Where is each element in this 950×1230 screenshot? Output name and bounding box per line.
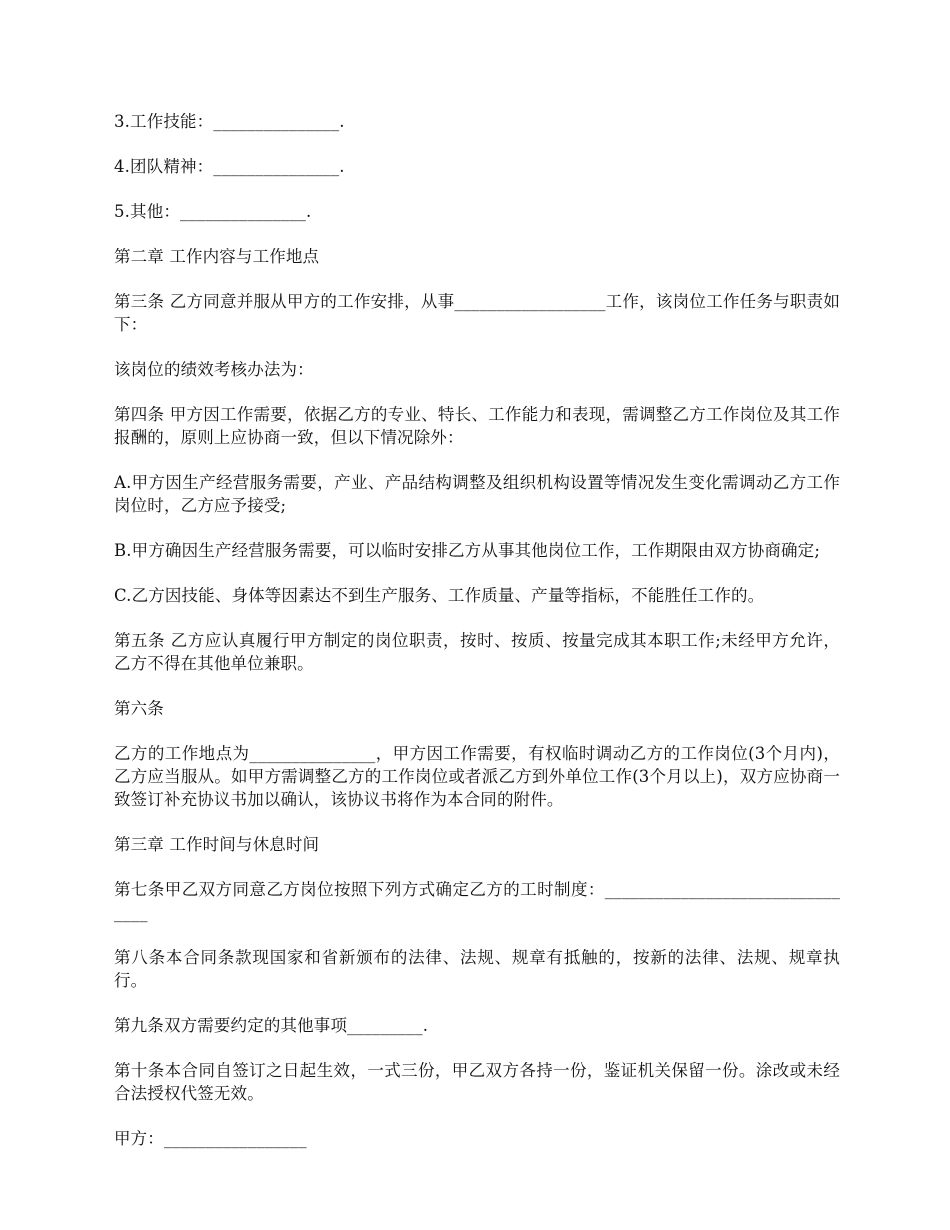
clause-a: A.甲方因生产经营服务需要，产业、产品结构调整及组织机构设置等情况发生变化需调动乙方工作岗位时，乙方应予接受; bbox=[114, 473, 840, 515]
article-9: 第九条双方需要约定的其他事项_________. bbox=[114, 1016, 429, 1035]
clause-b: B.甲方确因生产经营服务需要，可以临时安排乙方从事其他岗位工作，工作期限由双方协商确定; bbox=[114, 541, 821, 560]
item-other: 5.其他：_______________. bbox=[114, 202, 312, 221]
article-5: 第五条 乙方应认真履行甲方制定的岗位职责，按时、按质、按量完成其本职工作;未经甲方允许，乙方不得在其他单位兼职。 bbox=[114, 631, 840, 673]
article-7: 第七条甲乙双方同意乙方岗位按照下列方式确定乙方的工时制度：________________________________ bbox=[114, 880, 840, 922]
item-team-spirit: 4.团队精神：_______________. bbox=[114, 157, 345, 176]
article-10: 第十条本合同自签订之日起生效，一式三份，甲乙双方各持一份，鉴证机关保留一份。涂改或未经合法授权代签无效。 bbox=[114, 1061, 840, 1103]
performance-assessment: 该岗位的绩效考核办法为： bbox=[114, 360, 314, 379]
article-3: 第三条 乙方同意并服从甲方的工作安排，从事__________________工作，该岗位工作任务与职责如下： bbox=[114, 292, 840, 334]
article-4: 第四条 甲方因工作需要，依据乙方的专业、特长、工作能力和表现，需调整乙方工作岗位及其工作报酬的，原则上应协商一致，但以下情况除外： bbox=[114, 405, 840, 447]
article-8: 第八条本合同条款现国家和省新颁布的法律、法规、规章有抵触的，按新的法律、法规、规章执行。 bbox=[114, 948, 840, 990]
chapter-3-heading: 第三章 工作时间与休息时间 bbox=[114, 835, 320, 854]
article-6-body: 乙方的工作地点为_______________，甲方因工作需要，有权临时调动乙方的工作岗位(3个月内)，乙方应当服从。如甲方需调整乙方的工作岗位或者派乙方到外单位工作(3个月以上)，双方应协商一致签订补充协议书加以确认，该协议书将作为本合同的附件。 bbox=[114, 744, 840, 809]
item-work-skill: 3.工作技能：_______________. bbox=[114, 112, 345, 131]
contract-page bbox=[114, 110, 840, 1172]
article-6-heading: 第六条 bbox=[114, 699, 164, 718]
clause-c: C.乙方因技能、身体等因素达不到生产服务、工作质量、产量等指标，不能胜任工作的。 bbox=[114, 586, 765, 605]
chapter-2-heading: 第二章 工作内容与工作地点 bbox=[114, 247, 320, 266]
party-a-signature: 甲方：_________________ bbox=[114, 1129, 307, 1148]
